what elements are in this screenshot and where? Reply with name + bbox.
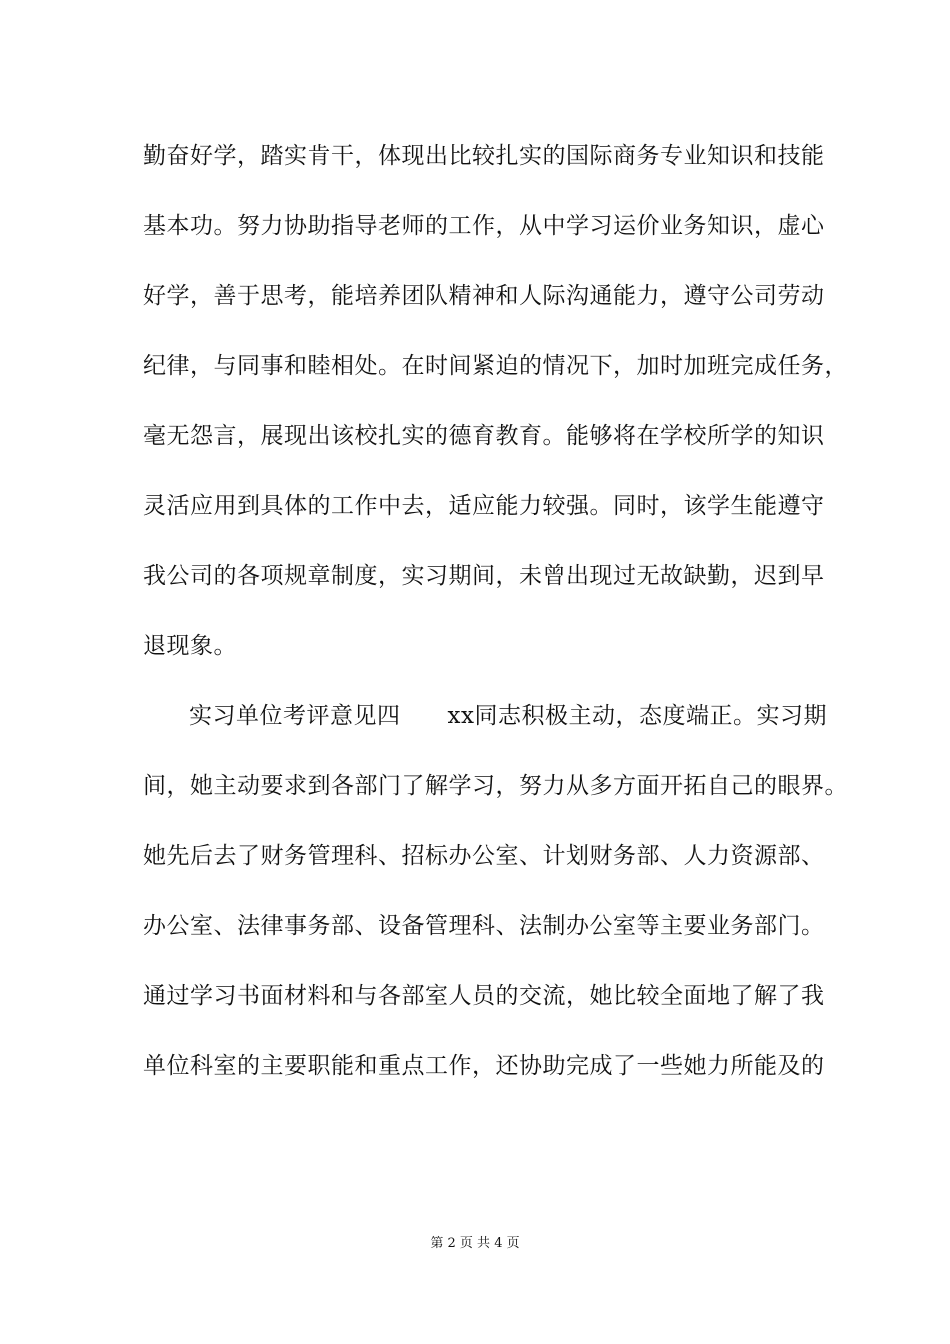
body-line-4: 纪律，与同事和睦相处。在时间紧迫的情况下，加时加班完成任务，	[143, 353, 848, 379]
body-line-7: 我公司的各项规章制度，实习期间，未曾出现过无故缺勤，迟到早	[143, 563, 825, 589]
body-line-2: 基本功。努力协助指导老师的工作，从中学习运价业务知识，虚心	[143, 213, 825, 239]
body-line-1: 勤奋好学，踏实肯干，体现出比较扎实的国际商务专业知识和技能	[143, 143, 825, 169]
body-line-5: 毫无怨言，展现出该校扎实的德育教育。能够将在学校所学的知识	[143, 423, 825, 449]
body-line-8: 退现象。	[143, 633, 237, 659]
page-number-footer: 第 2 页 共 4 页	[430, 1236, 520, 1251]
section-heading-line: 实习单位考评意见四 xx同志积极主动，态度端正。实习期	[189, 703, 827, 729]
body-line-12: 办公室、法律事务部、设备管理科、法制办公室等主要业务部门。	[143, 913, 825, 939]
body-line-14: 单位科室的主要职能和重点工作，还协助完成了一些她力所能及的	[143, 1053, 825, 1079]
body-line-10: 间，她主动要求到各部门了解学习，努力从多方面开拓自己的眼界。	[143, 773, 848, 799]
body-line-3: 好学，善于思考，能培养团队精神和人际沟通能力，遵守公司劳动	[143, 283, 825, 309]
body-line-11: 她先后去了财务管理科、招标办公室、计划财务部、人力资源部、	[143, 843, 825, 869]
body-line-13: 通过学习书面材料和与各部室人员的交流，她比较全面地了解了我	[143, 983, 825, 1009]
body-line-6: 灵活应用到具体的工作中去，适应能力较强。同时，该学生能遵守	[143, 493, 825, 519]
